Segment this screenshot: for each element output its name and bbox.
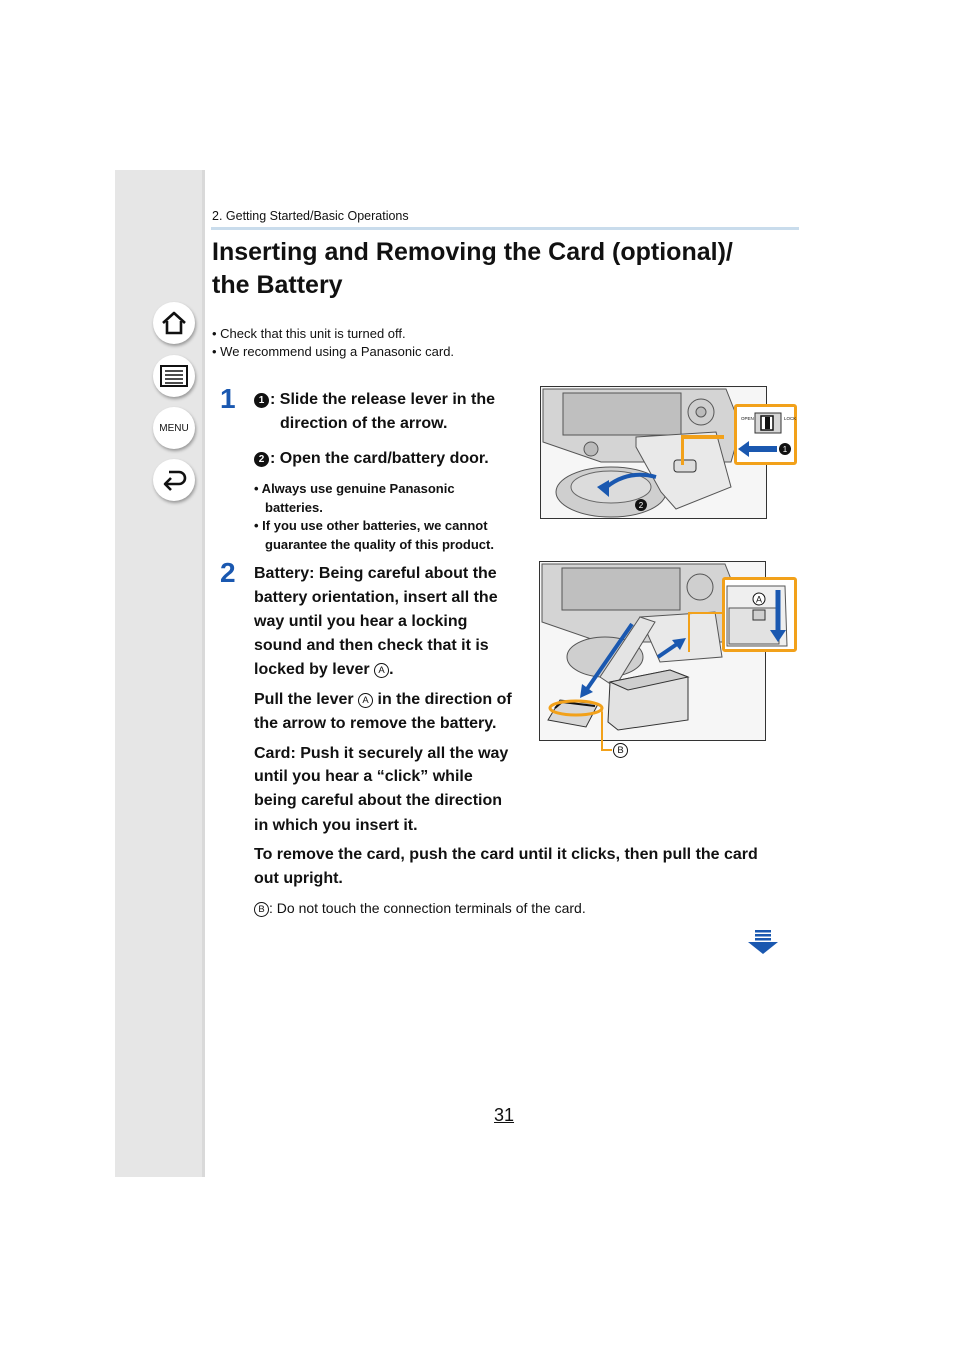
fig1-open-label: OPEN xyxy=(741,416,754,421)
step-1-number: 1 xyxy=(220,383,236,414)
next-page-button[interactable] xyxy=(746,929,780,960)
step-1a-line1 xyxy=(254,388,495,412)
page-title-line1: Inserting and Removing the Card (optional)/ xyxy=(212,238,733,266)
bullet-other-line2: guarantee the quality of this product. xyxy=(265,537,494,552)
battery-lever-illustration xyxy=(725,580,794,649)
callout-b-horizontal xyxy=(601,749,612,751)
list-icon xyxy=(159,364,189,388)
page-title-line2: the Battery xyxy=(212,271,343,299)
callout-a-connector xyxy=(688,612,722,614)
table-of-contents-button[interactable] xyxy=(153,355,195,397)
step-2-remove-line2: out upright. xyxy=(254,870,343,887)
step-2-card-line3: being careful about the direction xyxy=(254,792,503,809)
step-2-battery-line1: Battery: Being careful about the xyxy=(254,565,497,582)
return-arrow-icon xyxy=(160,467,188,493)
step-2-battery-line5 xyxy=(254,658,394,682)
next-page-arrow-icon xyxy=(746,929,780,955)
step-1b-marker: 2 xyxy=(254,452,269,467)
pull-lever-a-marker: A xyxy=(358,693,373,708)
header-rule xyxy=(211,227,799,230)
bullet-other-line1: • If you use other batteries, we cannot xyxy=(254,518,488,533)
figure-open-door xyxy=(540,386,767,519)
step-2-card-line2: until you hear a “click” while xyxy=(254,768,473,785)
fig1-inset-lever xyxy=(734,404,797,465)
home-button[interactable] xyxy=(153,302,195,344)
page-number: 31 xyxy=(494,1105,515,1125)
bullet-genuine-line2: batteries. xyxy=(265,500,323,515)
camera-open-door-illustration xyxy=(541,387,766,518)
bullet-genuine-line1: • Always use genuine Panasonic xyxy=(254,481,455,496)
figure-label-b: B xyxy=(613,743,628,758)
callout-a-connector-vertical xyxy=(688,612,690,652)
breadcrumb: 2. Getting Started/Basic Operations xyxy=(212,209,409,223)
fig1-marker-2: 2 xyxy=(638,501,644,510)
step-1b-line xyxy=(254,447,489,471)
figure-label-a: A xyxy=(755,594,763,605)
note-turn-off: • Check that this unit is turned off. xyxy=(212,326,406,341)
step-2-number: 2 xyxy=(220,557,236,588)
home-icon xyxy=(160,309,188,337)
step-2-battery-line5-text: locked by lever xyxy=(254,661,370,678)
fig2-inset-lever-a xyxy=(722,577,797,652)
menu-button[interactable] xyxy=(153,407,195,449)
step-2-pull-line1 xyxy=(254,688,512,712)
menu-label: MENU xyxy=(159,422,189,434)
callout-b-vertical xyxy=(601,712,603,750)
step-1a-marker: 1 xyxy=(254,393,269,408)
step-2-period: . xyxy=(389,661,394,678)
terminal-note-marker: B xyxy=(254,902,269,917)
step-2-pull-line2: the arrow to remove the battery. xyxy=(254,715,497,732)
terminal-note xyxy=(254,900,586,917)
back-button[interactable] xyxy=(153,459,195,501)
step-1a-text: : Slide the release lever in the xyxy=(270,391,495,408)
step-2-card-line1: Card: Push it securely all the way xyxy=(254,745,509,762)
sidebar-nav xyxy=(115,170,205,1177)
step-2-card-line4: in which you insert it. xyxy=(254,817,418,834)
step-2-remove-line1: To remove the card, push the card until it clicks, then pull the card xyxy=(254,846,758,863)
step-1a-line2: direction of the arrow. xyxy=(280,415,448,432)
terminal-note-text: : Do not touch the connection terminals of the card. xyxy=(269,900,586,916)
fig1-marker-1: 1 xyxy=(782,445,788,454)
release-lever-illustration xyxy=(737,407,797,462)
lever-a-marker: A xyxy=(374,663,389,678)
step-2-battery-line4: sound and then check that it is xyxy=(254,637,489,654)
step-2-battery-line3: way until you hear a locking xyxy=(254,613,468,630)
step-1b-text: : Open the card/battery door. xyxy=(270,450,489,467)
step-2-pull-post: in the direction of xyxy=(377,691,512,708)
page-title xyxy=(212,236,792,302)
step-2-pull-pre: Pull the lever xyxy=(254,691,354,708)
fig1-lock-label: LOCK xyxy=(784,416,797,421)
step-2-battery-line2: battery orientation, insert all the xyxy=(254,589,498,606)
note-panasonic-card: • We recommend using a Panasonic card. xyxy=(212,344,455,359)
